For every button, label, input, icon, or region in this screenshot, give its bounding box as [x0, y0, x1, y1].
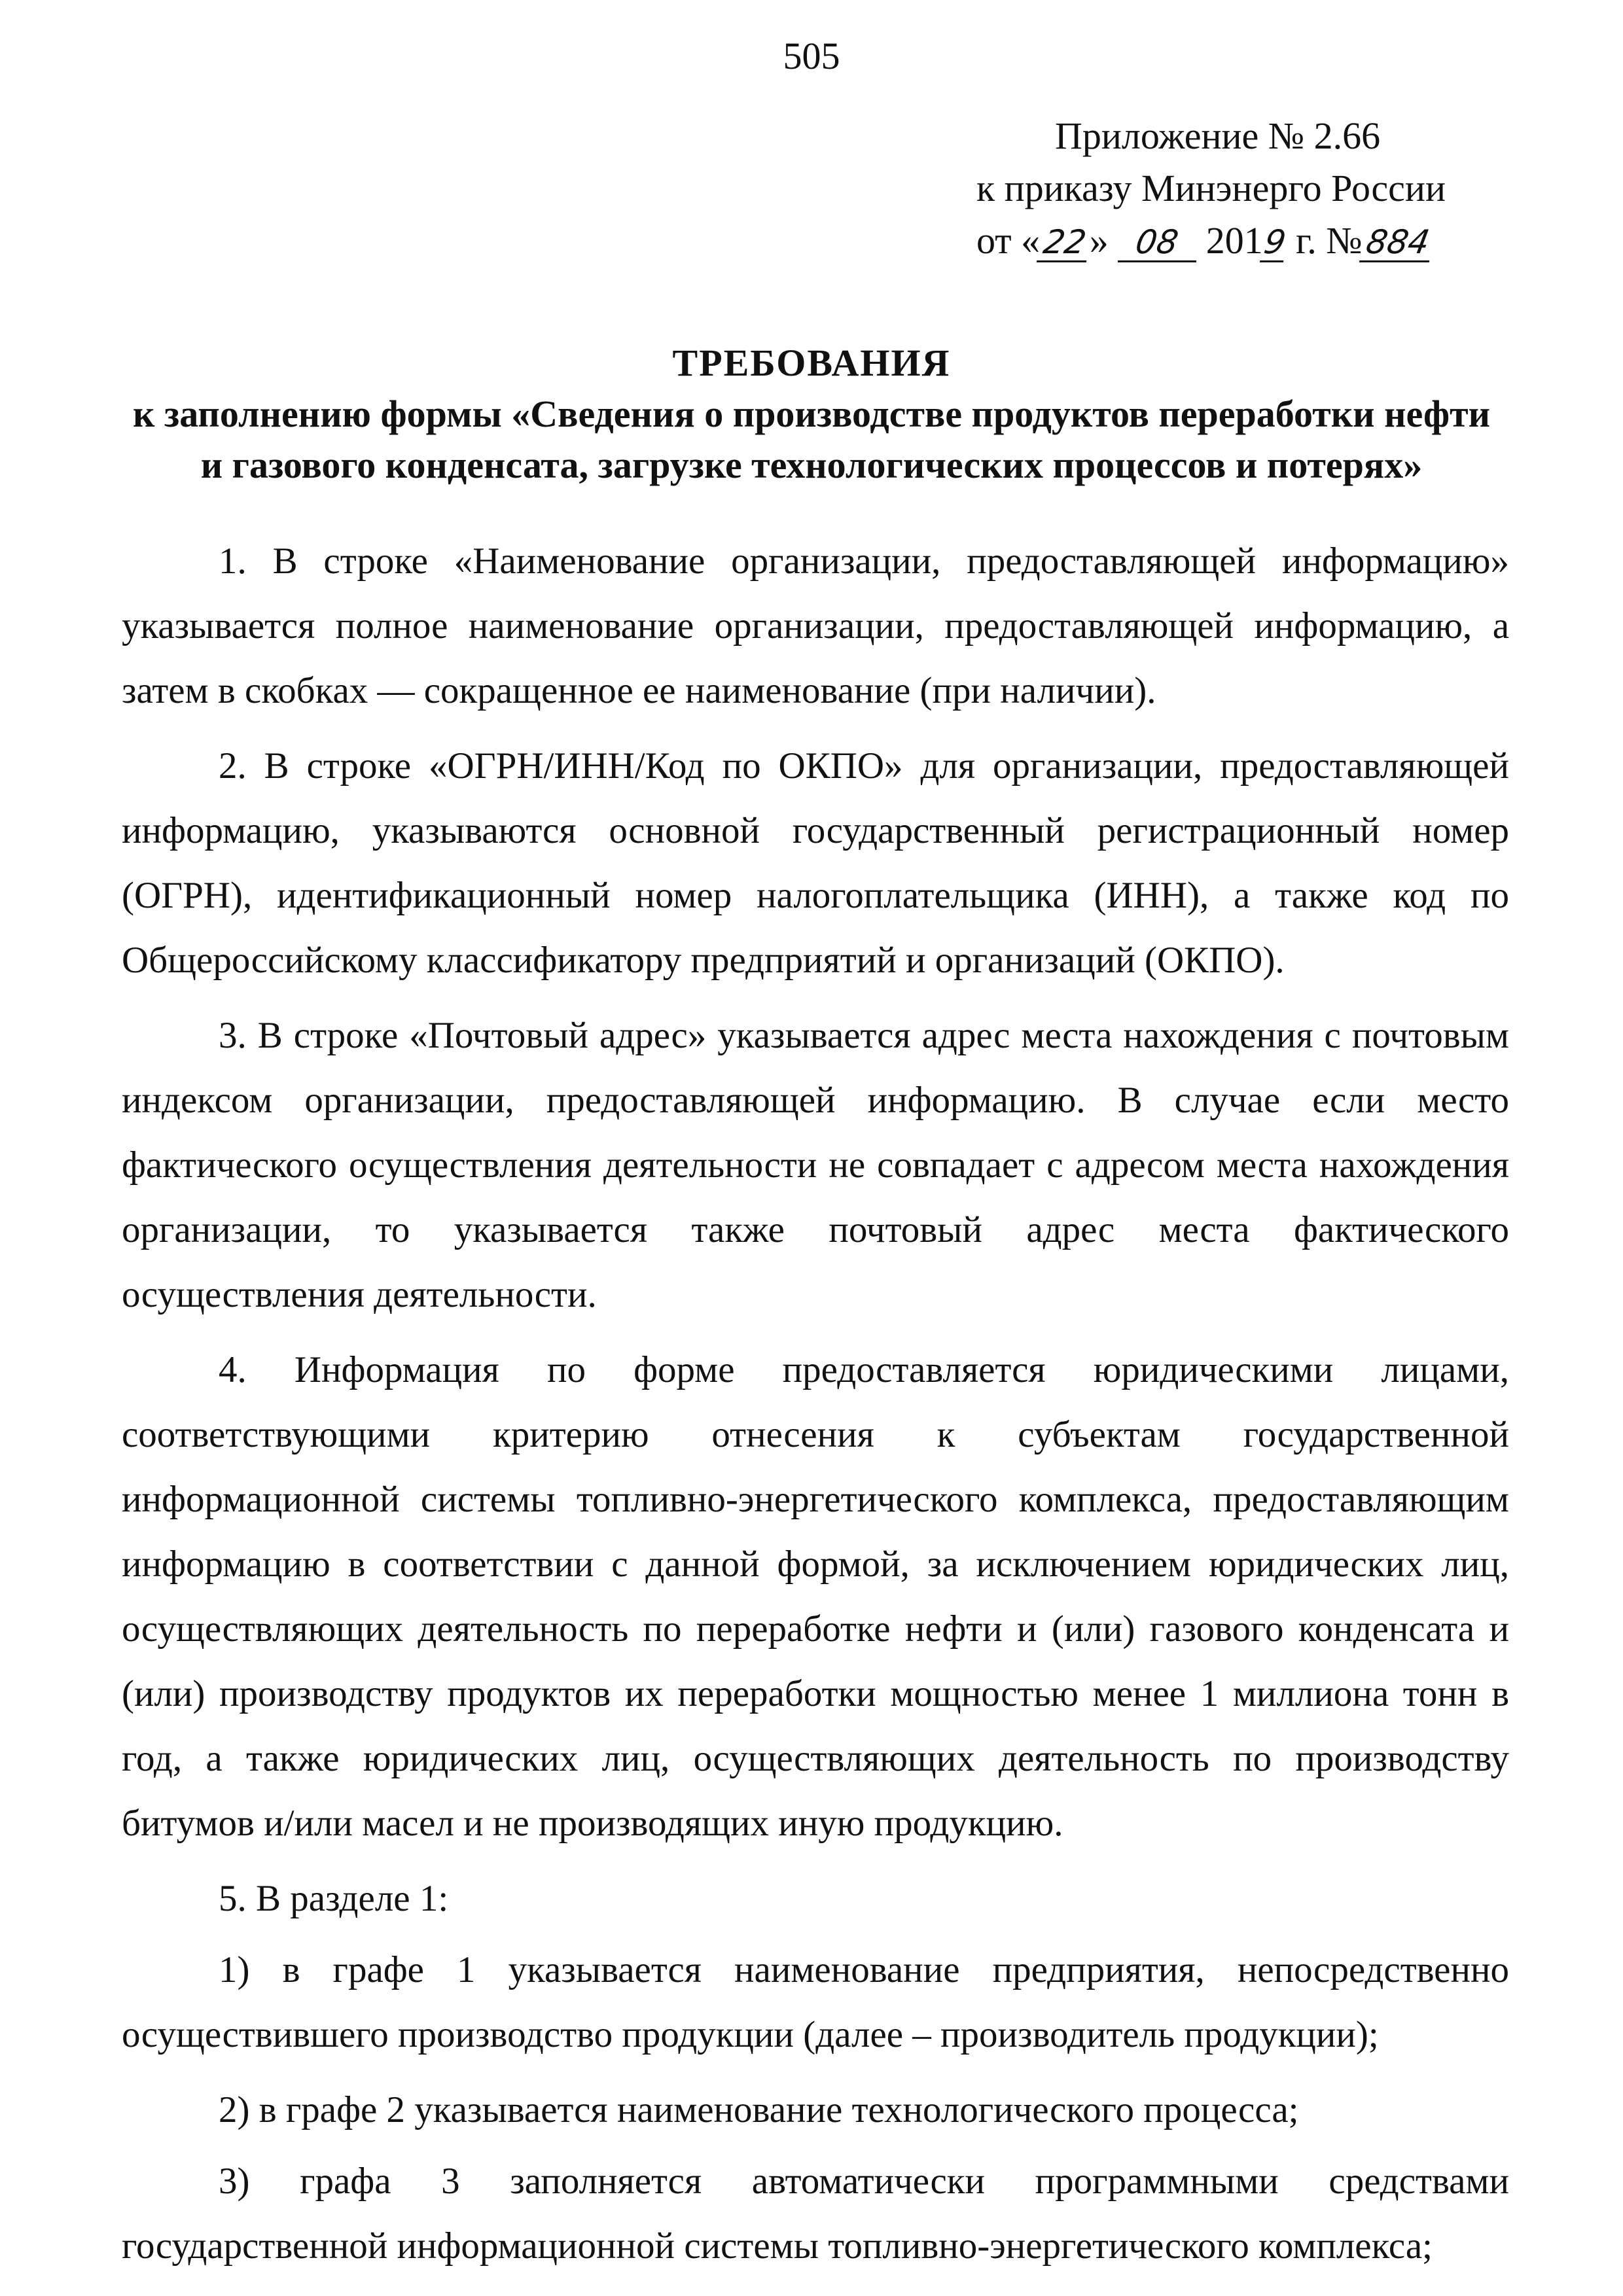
appendix-date-line [976, 215, 1474, 267]
appendix-number: Приложение № 2.66 [1055, 115, 1381, 157]
paragraph-5-item-3: 3) графа 3 заполняется автоматически программными средствами государственной информационной системы топливно-энергетического комплекса; [122, 2161, 1509, 2267]
paragraph-2: 2. В строке «ОГРН/ИНН/Код по ОКПО» для организации, предоставляющей информацию, указываются основной государственный регистрационный номер (ОГРН), идентификационный номер налогоплательщика (ИНН), а также код по Общероссийскому классификатору предприятий и организаций (ОКПО). [122, 745, 1509, 981]
paragraph-3: 3. В строке «Почтовый адрес» указывается адрес места нахождения с почтовым индексом организации, предоставляющей информацию. В случае если место фактического осуществления деятельности не совпадает с адресом места нахождения организации, то указывается также почтовый адрес места фактического осуществления деятельности. [122, 1015, 1509, 1315]
paragraph-5-item-1: 1) в графе 1 указывается наименование предприятия, непосредственно осуществившего производство продукции (далее – производитель продукции); [122, 1949, 1509, 2055]
heading-subtitle-line-2: и газового конденсата, загрузке технологических процессов и потерях» [200, 444, 1423, 486]
heading-title: ТРЕБОВАНИЯ [672, 342, 951, 384]
date-prefix: от « [976, 219, 1041, 262]
handwritten-month-field [1118, 222, 1196, 262]
appendix-block [976, 110, 1474, 267]
handwritten-year-digit: 9 [1260, 224, 1290, 262]
paragraph-1: 1. В строке «Наименование организации, предоставляющей информацию» указывается полное наименование организации, предоставляющей информацию, а затем в скобках — сокращенное ее наименование (при наличии). [122, 540, 1509, 711]
document-body [122, 529, 1509, 2289]
order-number-label: г. № [1286, 219, 1363, 262]
paragraph-5-item-2: 2) в графе 2 указывается наименование технологического процесса; [219, 2089, 1299, 2130]
handwritten-month: 08 [1133, 223, 1182, 261]
handwritten-order-number: 884 [1359, 224, 1436, 262]
document-heading [98, 338, 1525, 491]
year-prefix: 201 [1196, 219, 1263, 262]
heading-subtitle-line-1: к заполнению формы «Сведения о производстве продуктов переработки нефти [132, 393, 1491, 435]
date-mid: » [1089, 219, 1118, 262]
paragraph-4: 4. Информация по форме предоставляется юридическими лицами, соответствующими критерию отнесения к субъектам государственной информационной системы топливно-энергетического комплекса, предоставляющим информацию в соответствии с данной формой, за исключением юридических лиц, осуществляющих деятельность по переработке нефти и (или) газового конденсата и (или) производству продуктов их переработки мощностью менее 1 миллиона тонн в год, а также юридических лиц, осуществляющих деятельность по производству битумов и/или масел и не производящих иную продукцию. [122, 1349, 1509, 1844]
appendix-order-ref: к приказу Минэнерго России [976, 167, 1446, 209]
handwritten-day: 22 [1037, 224, 1093, 262]
paragraph-5: 5. В разделе 1: [219, 1878, 449, 1919]
page-number: 505 [783, 35, 840, 77]
